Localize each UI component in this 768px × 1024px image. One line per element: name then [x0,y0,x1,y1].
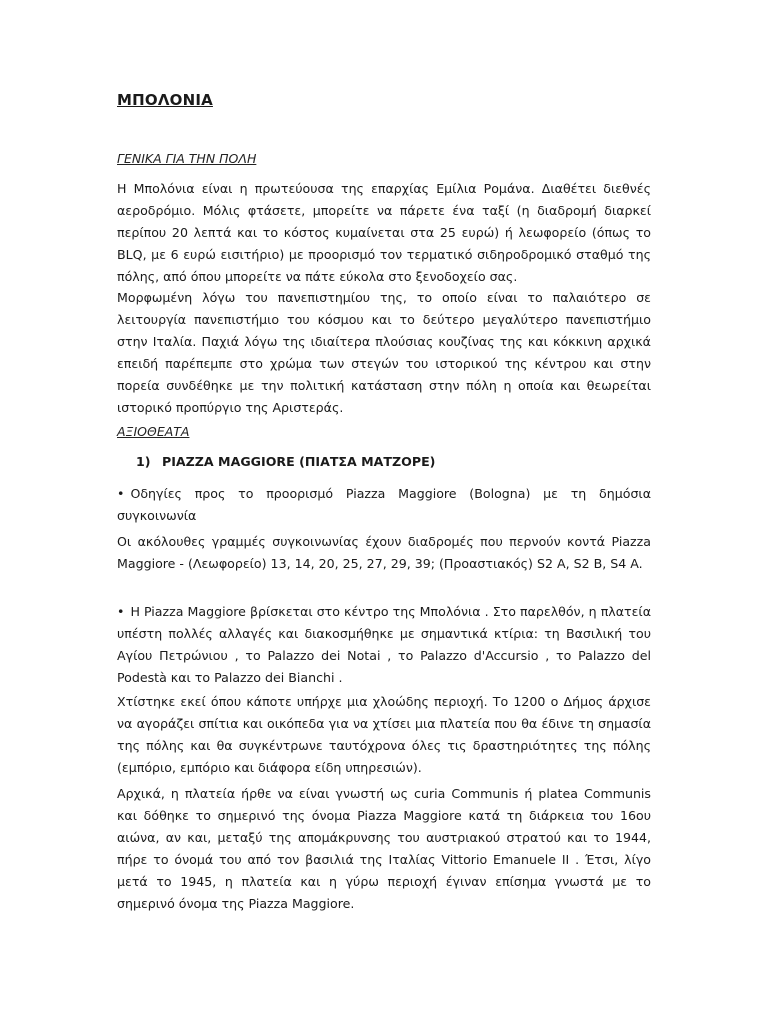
paragraph-name-origin: Αρχικά, η πλατεία ήρθε να είναι γνωστή ως curia Communis ή platea Communis και δόθηκε το σημερινό της όνομα Piazza Maggiore κατά τη διάρκεια του 16ου αιώνα, αν και, μεταξύ της απομάκρυνσης του αυστριακού στρατού και το 1944, πήρε το όνομά του από τον βασιλιά της Ιταλίας Vittorio Emanuele II . Έτσι, λίγο μετά το 1945, η πλατεία και η γύρω περιοχή έγιναν επίσημα γνωστά με το σημερινό όνομα της Piazza Maggiore. [117,786,651,911]
list-item-number: 1) [136,454,151,469]
paragraph-bus-lines: Οι ακόλουθες γραμμές συγκοινωνίας έχουν διαδρομές που περνούν κοντά Piazza Maggiore - (Λεωφορείο) 13, 14, 20, 25, 27, 29, 39; (Προαστιακός) S2 A, S2 B, S4 A. [117,534,651,571]
paragraph-university: Μορφωμένη λόγω του πανεπιστημίου της, το οποίο είναι το παλαιότερο σε λειτουργία πανεπιστήμιο του κόσμου και το δεύτερο μεγαλύτερο πανεπιστήμιο στην Ιταλία. Παχιά λόγω της ιδιαίτερα πλούσιας κουζίνας της και κόκκινη αρχικά επειδή παρέπεμπε στο χρώμα των στεγών του ιστορικού της κέντρου και στην πορεία συνδέθηκε με την πολιτική κατάσταση στην πόλη η οποία και θεωρείται ιστορικό προπύργιο της Αριστεράς. [117,290,651,415]
paragraph-intro: Η Μπολόνια είναι η πρωτεύουσα της επαρχίας Εμίλια Ρομάνα. Διαθέτει διεθνές αεροδρόμιο. Μόλις φτάσετε, μπορείτε να πάρετε ένα ταξί (η διαδρομή διαρκεί περίπου 20 λεπτά και το κόστος κυμαίνεται στα 25 ευρώ) ή λεωφορείο (όπως το BLQ, με 6 ευρώ εισιτήριο) με προορισμό τον τερματικό σιδηροδρομικό σταθμό της πόλης, από όπου μπορείτε να πάτε εύκολα στο ξενοδοχείο σας. [117,181,651,284]
list-item-label: PIAZZA MAGGIORE (ΠΙΑΤΣΑ ΜΑΤΖΟΡΕ) [162,454,436,469]
list-item-heading-piazza-maggiore [136,454,435,469]
section-heading-general: ΓΕΝΙΚΑ ΓΙΑ ΤΗΝ ΠΟΛΗ [117,151,257,166]
paragraph-directions [117,483,651,527]
paragraph-location [117,601,651,689]
bullet-glyph: • [117,604,125,619]
document-title: ΜΠΟΛΟΝΙΑ [117,91,213,109]
bullet-glyph: • [117,486,125,501]
paragraph-history: Χτίστηκε εκεί όπου κάποτε υπήρχε μια χλοώδης περιοχή. Το 1200 ο Δήμος άρχισε να αγοράζει σπίτια και οικόπεδα για να χτίσει μια πλατεία που θα έδινε τη σημασία της πόλης και θα συγκέντρωνε ταυτόχρονα όλες τις δραστηριότητες της πόλης (εμπόριο, εμπόριο και διάφορα είδη υπηρεσιών). [117,694,651,775]
section-heading-sights: ΑΞΙΟΘΕΑΤΑ [117,424,190,439]
paragraph-location-text: Η Piazza Maggiore βρίσκεται στο κέντρο της Μπολόνια . Στο παρελθόν, η πλατεία υπέστη πολλές αλλαγές και διακοσμήθηκε με σημαντικά κτίρια: τη Βασιλική του Αγίου Πετρώνιου , το Palazzo dei Notai , το Palazzo d'Accursio , το Palazzo del Podestà και το Palazzo dei Bianchi . [117,604,651,685]
paragraph-directions-text: Οδηγίες προς το προορισμό Piazza Maggiore (Bologna) με τη δημόσια συγκοινωνία [117,486,651,523]
